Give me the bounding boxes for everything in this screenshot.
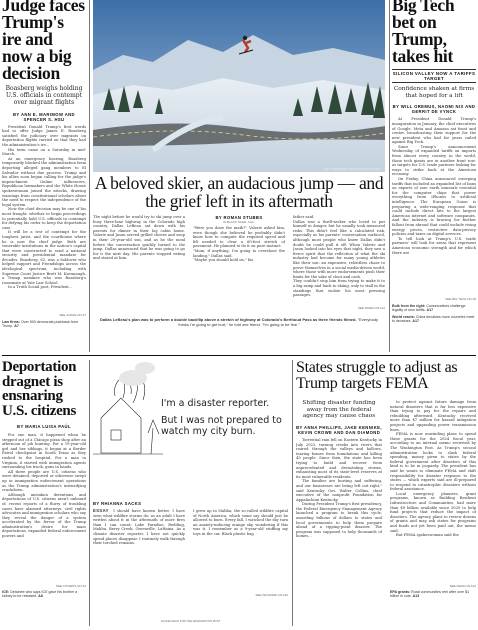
fema-jump[interactable]: SEE FEMA ON A12: [449, 584, 476, 588]
tech-promo-2[interactable]: World reacts: China devalues more countries meet to devalues. A17: [392, 315, 475, 324]
essay-quote-line-2: But I was not prepared to watch my city burn.: [161, 415, 282, 437]
fema-byline: BY ANNA PHILLIPS, JAKE KENNIKE, KEVIN CROWE AND DAN DIAMOND: [296, 424, 382, 435]
section-rule: [2, 355, 476, 356]
feature-photo-credit: JOEY GARRISON/THE WASHINGTON POST: [323, 167, 381, 171]
judge-promo[interactable]: Law firms: Over 500 democrats pushback from Trump. A7: [2, 319, 79, 328]
feature-byline: BY ROMAN STUBBS: [215, 215, 263, 220]
feature-col-3: father said. Dallas was a thrill-seeker who loved to put himself in danger, but he usually took measured risks. This didn't feel like a calculated risk, especially as his parents' conversation surfaced, although most people who knew Dallas didn't doubt he could pull it off. When Valerie and Jason looked into his eyes that night, they saw a fierce spirit that the reflection of what the ski industry had become for many young athletes like their son: an expensive, relentless chase to prove themselves in a social media-driven world, where those with more endorsements push their limits for the sake of clout and cash. They couldn't stop him from trying to make it to a big ramp and back to skiing, only to stall in the standings that violate his most pressing passages.: [293, 215, 385, 298]
column-divider: [89, 360, 90, 626]
essay-col-1-text: I should have known better. I have seen what wildfire storms do; as an adult I have written about it in the aftermath of more fires than I can count: Lake Paradise, Redding, Malibu, Berry Creek, Greenville, LaHaina. As a climate disaster reporter, I have not quickly spend places disappear. I routinely walk through their torched remains.: [93, 509, 185, 546]
fema-dek: Shifting disaster funding away from the federal agency may cause chaos: [302, 400, 376, 420]
fema-col-1: [296, 400, 382, 598]
fema-col-2: [390, 400, 476, 598]
essay-col-2-text: I grew up in Malibu, the so-called wildfire capital of North America, which some say should just be allowed to burn. Every fall, I watched the sky turn an anxiety-inducing orange sky, wondering if this was it. I remember as a 9-year-old stuffing my toys in the car. Black plastic bag: [193, 509, 288, 536]
feature-photo[interactable]: [93, 0, 385, 172]
essay-quote-line-1: I'm a disaster reporter.: [161, 398, 270, 409]
tech-kicker: SILICON VALLEY NOW A TARIFFS TARGET: [392, 71, 476, 81]
tech-byline: BY WILL OREMUS, NAOMI NIX AND GERRIT DE VYNCK: [392, 104, 476, 115]
tech-dek: Confidence shaken at firms that hoped for a lift: [393, 86, 475, 99]
tech-body: At President Donald Trump's inauguration in January, the chief executives of Google, Meta and Amazon sat front and center, broadcasting their support for the new president who had for years railed against Big Tech. Since Trump's announcement Wednesday of expanded tariffs on imports from almost every country in the world, those tech giants are in another front row: as targets for U.S. trade partners looking for ways to strike back at the American economy. On Friday, China announced sweeping tariffs that included an expanded list of bans on exports of rare earth minerals essential for the computer chips that power everything from iPhones to artificial intelligence. The European Union is preparing a wide-ranging response that could include direct hits to the largest American internet and software companies. And the industry is bracing for further fallout from abroad that could include rising energy prices, restrictive data-privacy policies and taxes on digital services. To tell look at Trump's U.S. trade partners' will look for areas that represent American economic strength and for which there are: [392, 117, 476, 255]
column-divider: [292, 360, 293, 626]
tech-story: [392, 0, 476, 352]
feature-headline[interactable]: A beloved skier, an audacious jump — and the grief left in its aftermath: [94, 173, 384, 211]
feature-dateline: IN BLACK SAGE, Colo.: [223, 220, 255, 224]
essay-photo-credit: JACKIE ZHAO FOR THE WASHINGTON POST: [160, 619, 221, 623]
feature-caption: Dallas LeBeau's plan was to perform a double backflip above a stretch of highway at Colorado's Berthoud Pass as three friends filmed. "Everybody thinks I'm going to get hurt," he told one friend. "I'm going to be fine.": [99, 317, 379, 327]
fema-body: Torrential rain fell on Eastern Kentucky in July 2022, turning creeks into rivers that roared through the valleys and hollows, tearing homes from foundations and killing 45 people. Since then, the state has been trying to build and recover from unprecedented and devastating storms, exhausting most of its state-level reserves at its most vulnerable residents. The families are hurting and suffering, and our businesses are being left out right," said Kentucky Gov. Walter Collins, chief executive of the nonprofit Foundation for Appalachian Kentucky. During President Trump's first presidency, the Federal Emergency Management Agency launched a program to break this cycle, awarding billions of dollars to states and local governments to help them prepare ahead of a tipping-point disaster. The program was supposed to help thousands of homes...: [296, 437, 382, 539]
essay-quote: [161, 398, 287, 437]
feature-body: [93, 215, 385, 315]
deport-headline[interactable]: Deportation dragnet is ensnaring U.S. citizens: [2, 359, 77, 419]
fema-body-2: to protect against future damage from natural disasters that is far less expensive than trying to pay for the repairs and rebuilding afterward. Kentucky received more than $7 million for hazard mitigation projects and upgrading power transmission lines. FEMA is now unwinding plans to spend these grants for the 2024 fiscal year, according to an internal memo reviewed by The Washington Post. As Trump's second administration looks to slash federal spending, money given to states by the federal government after disasters of this kind is to be in jeopardy. The president has said he wants to eliminate FEMA and shift responsibility for disaster response to the states — which experts said are ill-prepared to respond to catastrophic disasters without federal assistance. Local emergency planners, grant programs, known as Building Resilient Infrastructure and Communities, had more than $9 billion available since 2020 to help fund projects that reduce the impact of disasters. The agency plans to review dozens of grants and may ask states for programs and funds not yet been paid out, the memo said. But FEMA spokeswoman said the: [390, 400, 476, 538]
essay-byline-row: [93, 501, 288, 506]
judge-headline[interactable]: Judge faces Trump's ire and now a big decision: [2, 0, 85, 83]
judge-dek: Boasberg weighs holding U.S. officials in contempt over migrant flights: [5, 85, 83, 106]
essay-jump[interactable]: SEE WILDFIRE ON A20: [255, 593, 288, 597]
tech-headline[interactable]: Big Tech bet on Trump, takes hit: [392, 0, 455, 66]
essay-col-2: [193, 509, 288, 597]
fema-headline[interactable]: States struggle to adjust as Trump targets FEMA: [296, 359, 458, 392]
deport-promo[interactable]: ICE: Detainee who says ICE gave his brother a kidney to be released. A8: [2, 590, 78, 598]
judge-story: [2, 0, 86, 352]
ski-jump-photo-icon: [93, 0, 385, 172]
tech-promo-1[interactable]: Bulk from the right: Conservatives challenge legality of new tariffs. A17: [392, 304, 466, 313]
deport-story: [2, 360, 86, 628]
fema-promo[interactable]: EPA grants: Rural communities reel after over $1 billion in cuts. A13: [390, 590, 470, 598]
fema-story: [296, 360, 476, 628]
feature-byline-block: [193, 215, 285, 308]
feature-jump[interactable]: SEE SKIER ON A12: [357, 306, 385, 310]
deport-jump[interactable]: SEE CITIZENS ON A4: [55, 584, 86, 588]
deport-byline: BY MARIA LUISA PAÚL: [17, 424, 71, 429]
judge-jump[interactable]: SEE JUDGE ON A7: [59, 312, 86, 317]
deport-body: For one man, it happened when he stepped out of a Chicago pizza shop after an afternoon of job hunting. For a 19-year-old girl and her siblings, it began at a Border Patrol checkpoint in South Texas as they rushed to the hospital. For a man in Virginia, it started with immigration agents surrounding his truck, guns in hands. All three people are U.S. citizens who were detained, deported or otherwise swept up in immigration enforcement operations as the Trump administration's intensifying crackdown. Although mistaken detentions and deportations of U.S. citizens aren't unheard of, recent reports of a flurry of troubling cases have alarmed attorneys, civil rights advocates and immigration scholars who say they reveal the danger of a system accelerated by the fervor of the Trump administration's desire for mass deportations, expanded federal enforcement powers and: [2, 433, 86, 539]
essay-col-1: [93, 509, 185, 593]
essay-byline: BY RHIANNA SACKS: [93, 501, 142, 506]
feature-col-1: The night before he would try to ski jump over a busy three-lane highway in the Colorado high country, Dallas LeBeau sat down with his parents for dinner in their log cabin home. Valerie and Jason served grilled cheese and soup in their 20-year-old son, and as he the meal before the conversation quickly turned to the jump. Dallas announced that he was going to go for it the next day. His parents stopped eating and stared at him.: [93, 215, 185, 261]
feature-headline-wrap: [93, 175, 385, 210]
judge-body: President Donald Trump's first words had to offer Judge James E. Boasberg satisfied the judiciary over migrants on deportation flights carried on that they had the administration's ire... His term came on a Saturday in mid-March. At an emergency hearing, Boasberg temporarily blocked the administration from deporting alleged gang members to El Salvador without due process. Trump and his allies soon began calling for the judge's impeachment. Online influencers, Republican lawmakers and the White House spokeswoman joined the attacks, drawing warnings from constitutional scholars about the need to respect the independence of the legal system. Now the chief decision may be one of his most fraught: whether to begin proceedings to potentially hold U.S. officials in contempt for defying his order to keep the deportation case. It will be a test of contempt for the toughest jurist, and the courthouse where he is now the chief judge. Both are venerable institutions in the nation's capital that were constructed to send a national security and presidential mandate for decades. Boasberg, 62, was a holdover who helped support and Friendships across the ideological spectrum, including with Supreme Court Justice Brett M. Kavanaugh, a Trump nominee who was Boasberg's roommate at Yale Law School. In a Truth Social post, President...: [2, 124, 86, 290]
feature-col-2: "Were you done the math?" Valerie asked him, even though she believed he probably didn't know how to compute the required speed and lift needed to clear a 60-foot stretch of pavement. He planned to do it on pure instinct. "Mom, if anything, I'm going to overshoot the landing," Dallas said. "Maybe you should hold on," his: [193, 226, 285, 263]
essay-body: [93, 509, 288, 627]
essay-art[interactable]: [93, 358, 288, 498]
column-divider: [389, 0, 390, 352]
column-divider: [89, 0, 90, 352]
judge-byline: BY ANN E. MARIMOW AND SPENCER S. HSU: [13, 111, 75, 122]
essay-label: ESSAY: [93, 509, 109, 513]
tech-jump[interactable]: SEE BIG TECH ON A6: [445, 297, 476, 302]
